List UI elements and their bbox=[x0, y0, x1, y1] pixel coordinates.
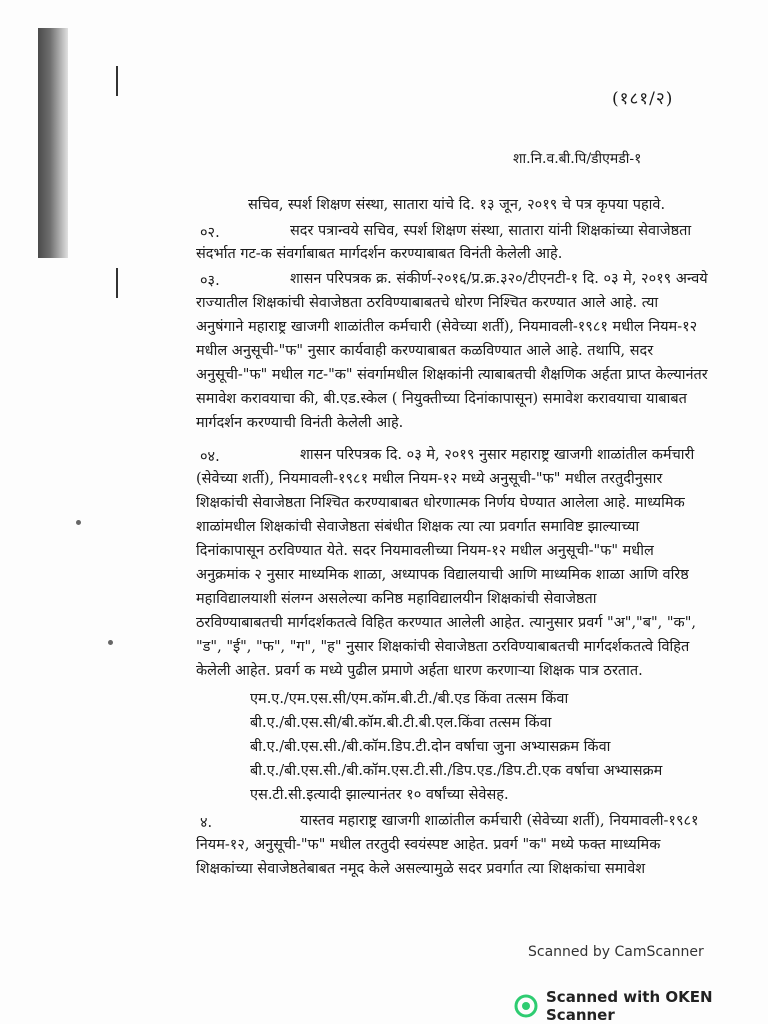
paragraph-line: राज्यातील शिक्षकांची सेवाजेष्ठता ठरविण्याबाबतचे धोरण निश्चित करण्यात आले आहे. त्या bbox=[196, 295, 659, 311]
paragraph-line: दिनांकापासून ठरविण्यात येते. सदर नियमावलीच्या नियम-१२ मधील अनुसूची-"फ" मधील bbox=[196, 543, 654, 559]
paragraph-line: अनुसूची-"फ" मधील गट-"क" संवर्गामधील शिक्षकांनी त्याबाबतची शैक्षणिक अर्हता प्राप्त केल्यानंतर bbox=[196, 367, 708, 383]
paragraph-line: मार्गदर्शन करण्याची विनंती केलेली आहे. bbox=[196, 415, 404, 431]
paragraph-line: नियम-१२, अनुसूची-"फ" मधील तरतुदी स्वयंस्पष्ट आहेत. प्रवर्ग "क" मध्ये फक्त माध्यमिक bbox=[196, 837, 661, 853]
paragraph-line: केलेली आहेत. प्रवर्ग क मध्ये पुढील प्रमाणे अर्हता धारण करणाऱ्या शिक्षक पात्र ठरतात. bbox=[196, 663, 643, 679]
paragraph-number: ४. bbox=[200, 815, 213, 831]
paragraph-line: (सेवेच्या शर्ती), नियमावली-१९८१ मधील नियम-१२ मध्ये अनुसूची-"फ" मधील तरतुदीनुसार bbox=[196, 471, 663, 487]
punch-hole-mark bbox=[108, 640, 113, 645]
margin-mark bbox=[116, 268, 118, 298]
paragraph-line: महाविद्यालयाशी संलग्न असलेल्या कनिष्ठ महाविद्यालयीन शिक्षकांची सेवाजेष्ठता bbox=[196, 591, 597, 607]
paragraph-line: अनुषंगाने महाराष्ट्र खाजगी शाळांतील कर्मचारी (सेवेच्या शर्ती), नियमावली-१९८१ मधील नियम-१२ bbox=[196, 319, 698, 335]
paragraph-number: ०२. bbox=[200, 225, 220, 241]
margin-mark bbox=[116, 66, 118, 96]
qualification-item: एम.ए./एम.एस.सी/एम.कॉम.बी.टी./बी.एड किंवा तत्सम किंवा bbox=[250, 691, 569, 707]
paragraph-number: ०३. bbox=[200, 273, 220, 289]
oken-label: Scanned with OKEN Scanner bbox=[546, 988, 713, 1024]
paragraph-line: शासन परिपत्रक दि. ०३ मे, २०१९ नुसार महाराष्ट्र खाजगी शाळांतील कर्मचारी bbox=[300, 447, 695, 463]
paragraph-line: समावेश करावयाचा की, बी.एड.स्केल ( नियुक्तीच्या दिनांकापासून) समावेश करावयाचा याबाबत bbox=[196, 391, 687, 407]
paragraph-line: ठरविण्याबाबतची मार्गदर्शकतत्वे विहित करण्यात आलेली आहेत. त्यानुसार प्रवर्ग "अ","ब", "क", bbox=[196, 615, 696, 631]
oken-scanner-watermark bbox=[514, 988, 768, 1024]
paragraph-line: यास्तव महाराष्ट्र खाजगी शाळांतील कर्मचारी (सेवेच्या शर्ती), नियमावली-१९८१ bbox=[300, 813, 699, 829]
paragraph-line: शासन परिपत्रक क्र. संकीर्ण-२०१६/प्र.क्र.३२०/टीएनटी-१ दि. ०३ मे, २०१९ अन्वये bbox=[290, 271, 708, 287]
paragraph-line: संदर्भात गट-क संवर्गाबाबत मार्गदर्शन करण्याबाबत विनंती केलेली आहे. bbox=[196, 246, 563, 262]
punch-hole-mark bbox=[76, 520, 81, 525]
paragraph-line: शिक्षकांच्या सेवाजेष्ठतेबाबत नमूद केले असल्यामुळे सदर प्रवर्गात त्या शिक्षकांचा समावेश bbox=[196, 861, 646, 877]
camscanner-watermark: Scanned by CamScanner bbox=[528, 944, 704, 960]
paragraph-line: सदर पत्रान्वये सचिव, स्पर्श शिक्षण संस्था, सातारा यांनी शिक्षकांच्या सेवाजेष्ठता bbox=[290, 223, 692, 239]
qualification-item: एस.टी.सी.इत्यादी झाल्यानंतर १० वर्षांच्या सेवेसह. bbox=[250, 787, 509, 803]
paragraph-line: शिक्षकांची सेवाजेष्ठता निश्चित करण्याबाबत धोरणात्मक निर्णय घेण्यात आलेला आहे. माध्यमिक bbox=[196, 495, 685, 511]
oken-logo-icon bbox=[514, 994, 538, 1018]
qualification-item: बी.ए./बी.एस.सी/बी.कॉम.बी.टी.बी.एल.किंवा तत्सम किंवा bbox=[250, 715, 552, 731]
paragraph-line: "ड", "ई", "फ", "ग", "ह" नुसार शिक्षकांची सेवाजेष्ठता ठरविण्याबाबतची मार्गदर्शकतत्वे विहित bbox=[196, 639, 690, 655]
paragraph-line: शाळांमधील शिक्षकांची सेवाजेष्ठता संबंधीत शिक्षक त्या त्या प्रवर्गात समाविष्ट झाल्याच्या bbox=[196, 519, 640, 535]
page-number: (१८१/२) bbox=[612, 89, 674, 109]
opening-line: सचिव, स्पर्श शिक्षण संस्था, सातारा यांचे दि. १३ जून, २०१९ चे पत्र कृपया पहावे. bbox=[248, 197, 666, 213]
paragraph-line: अनुक्रमांक २ नुसार माध्यमिक शाळा, अध्यापक विद्यालयाची आणि माध्यमिक शाळा आणि वरिष्ठ bbox=[196, 567, 689, 583]
paragraph-number: ०४. bbox=[200, 449, 220, 465]
scan-edge-shadow bbox=[38, 28, 68, 258]
qualification-item: बी.ए./बी.एस.सी./बी.कॉम.डिप.टी.दोन वर्षाचा जुना अभ्यासक्रम किंवा bbox=[250, 739, 611, 755]
paragraph-line: मधील अनुसूची-"फ" नुसार कार्यवाही करण्याबाबत कळविण्यात आले आहे. तथापि, सदर bbox=[196, 343, 654, 359]
reference-number: शा.नि.व.बी.पि/डीएमडी-१ bbox=[513, 151, 642, 167]
qualification-item: बी.ए./बी.एस.सी./बी.कॉम.एस.टी.सी./डिप.एड./डिप.टी.एक वर्षाचा अभ्यासक्रम bbox=[250, 763, 663, 779]
